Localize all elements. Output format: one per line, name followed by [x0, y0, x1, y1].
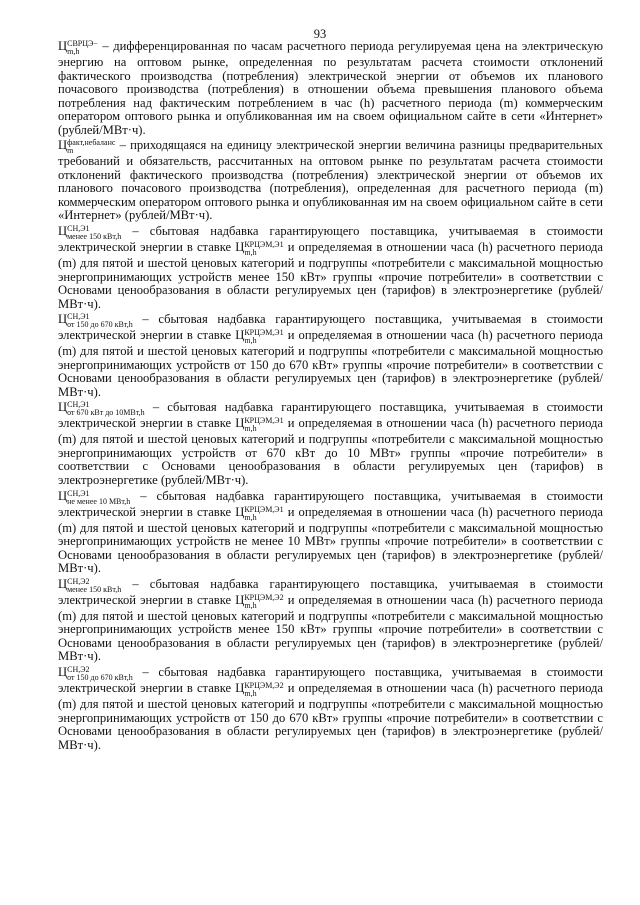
definition-paragraph: [58, 225, 603, 311]
formula-symbol-inline: Ц КРЦЭМ,Э2 m,h: [235, 680, 284, 698]
definition-text: – сбытовая надбавка гарантирующего поставщика, учитываемая в стоимости электрической энергии в ставке: [58, 664, 603, 695]
definition-paragraph: [58, 40, 603, 137]
definition-text: – сбытовая надбавка гарантирующего поставщика, учитываемая в стоимости электрической энергии в ставке: [58, 400, 603, 431]
formula-symbol: Ц СВРЦЭ− m,h: [58, 39, 98, 56]
definition-text: и определяемая в отношении часа (h) расчетного периода (m) для пятой и шестой ценовых категорий и подгруппы «потребители с максимальной мощностью энергопринимающих устройств от 150 до 670 кВт» группы «прочие потребители» в соответствии с Основами ценообразования в области регулируемых цен (тарифов) в электроэнергетике (рублей/МВт·ч).: [58, 680, 603, 752]
formula-symbol-inline: Ц КРЦЭМ,Э1 m,h: [235, 504, 284, 522]
definition-paragraph: [58, 401, 603, 487]
definition-paragraph: [58, 313, 603, 399]
definition-paragraph: [58, 490, 603, 576]
definition-text: и определяемая в отношении часа (h) расчетного периода (m) для пятой и шестой ценовых категорий и подгруппы «потребители с максимальной мощностью энергопринимающих устройств от 670 кВт до 10 МВт» группы «прочие потребители» в соответствии с Основами ценообразования в области регулируемых цен (тарифов) в электроэнергетике (рублей/МВт·ч).: [58, 416, 603, 488]
definition-text: – сбытовая надбавка гарантирующего поставщика, учитываемая в стоимости электрической энергии в ставке: [58, 576, 603, 607]
definition-text: и определяемая в отношении часа (h) расчетного периода (m) для пятой и шестой ценовых категорий и подгруппы «потребители с максимальной мощностью энергопринимающих устройств менее 150 кВт» группы «прочие потребители» в соответствии с Основами ценообразования в области регулируемых цен (тарифов) в электроэнергетике (рублей/МВт·ч).: [58, 240, 603, 311]
formula-symbol: Ц СН,Э2 менее 150 кВт,h: [58, 576, 122, 594]
formula-symbol: Ц СН,Э1 от 150 до 670 кВт,h: [58, 312, 133, 330]
formula-symbol-inline: Ц КРЦЭМ,Э2 m,h: [235, 592, 284, 610]
definition-text: – дифференцированная по часам расчетного периода регулируемая цена на электрическую энергию на оптовом рынке, определенная по результатам расчета стоимости отклонений фактического производства (потребления) электрической энергии от объемов их планового почасового производства (потребления) в отношении объема превышения планового объема потребления над фактическим потреблением в час (h) расчетного периода (m) коммерческим оператором оптового рынка и опубликованная им на своем официальном сайте в сети «Интернет» (рублей/МВт·ч).: [58, 39, 603, 137]
formula-symbol: Ц СН,Э1 менее 150 кВт,h: [58, 224, 122, 242]
document-body: [58, 40, 603, 754]
definition-text: и определяемая в отношении часа (h) расчетного периода (m) для пятой и шестой ценовых категорий и подгруппы «потребители с максимальной мощностью энергопринимающих устройств от 150 до 670 кВт» группы «прочие потребители» в соответствии с Основами ценообразования в области регулируемых цен (тарифов) в электроэнергетике (рублей/МВт·ч).: [58, 328, 603, 399]
definition-paragraph: [58, 666, 603, 752]
formula-symbol: Ц факт,небаланс m: [58, 138, 116, 156]
formula-symbol: Ц СН,Э1 не менее 10 МВт,h: [58, 488, 131, 506]
formula-symbol-inline: Ц КРЦЭМ,Э1 m,h: [235, 328, 284, 346]
definition-paragraph: [58, 578, 603, 664]
formula-symbol-inline: Ц КРЦЭМ,Э1 m,h: [235, 416, 284, 434]
definition-text: и определяемая в отношении часа (h) расчетного периода (m) для пятой и шестой ценовых категорий и подгруппы «потребители с максимальной мощностью энергопринимающих устройств не менее 10 МВт» группы «прочие потребители» в соответствии с Основами ценообразования в области регулируемых цен (тарифов) в электроэнергетике (рублей/МВт·ч).: [58, 504, 603, 576]
definition-text: и определяемая в отношении часа (h) расчетного периода (m) для пятой и шестой ценовых категорий и подгруппы «потребители с максимальной мощностью энергопринимающих устройств менее 150 кВт» группы «прочие потребители» в соответствии с Основами ценообразования в области регулируемых цен (тарифов) в электроэнергетике (рублей/МВт·ч).: [58, 592, 603, 664]
definition-paragraph: [58, 139, 603, 223]
formula-symbol-inline: Ц КРЦЭМ,Э1 m,h: [235, 240, 284, 258]
formula-symbol: Ц СН,Э1 от 670 кВт до 10МВт,h: [58, 400, 145, 418]
definition-text: – сбытовая надбавка гарантирующего поставщика, учитываемая в стоимости электрической энергии в ставке: [58, 312, 603, 343]
definition-text: – приходящаяся на единицу электрической энергии величина разницы предварительных требований и обязательств, рассчитанных на оптовом рынке по результатам расчета стоимости отклонений фактического производства (потребления) электрической энергии от объемов их планового почасового производства (потребления), определенная для расчетного периода (m) коммерческим оператором оптового рынка и опубликованная им на своем официальном сайте в сети «Интернет» (рублей/МВт·ч).: [58, 138, 603, 223]
definition-text: – сбытовая надбавка гарантирующего поставщика, учитываемая в стоимости электрической энергии в ставке: [58, 488, 603, 519]
page-number: 93: [313, 27, 327, 41]
formula-symbol: Ц СН,Э2 от 150 до 670 кВт,h: [58, 664, 133, 682]
definition-text: – сбытовая надбавка гарантирующего поставщика, учитываемая в стоимости электрической энергии в ставке: [58, 224, 603, 255]
